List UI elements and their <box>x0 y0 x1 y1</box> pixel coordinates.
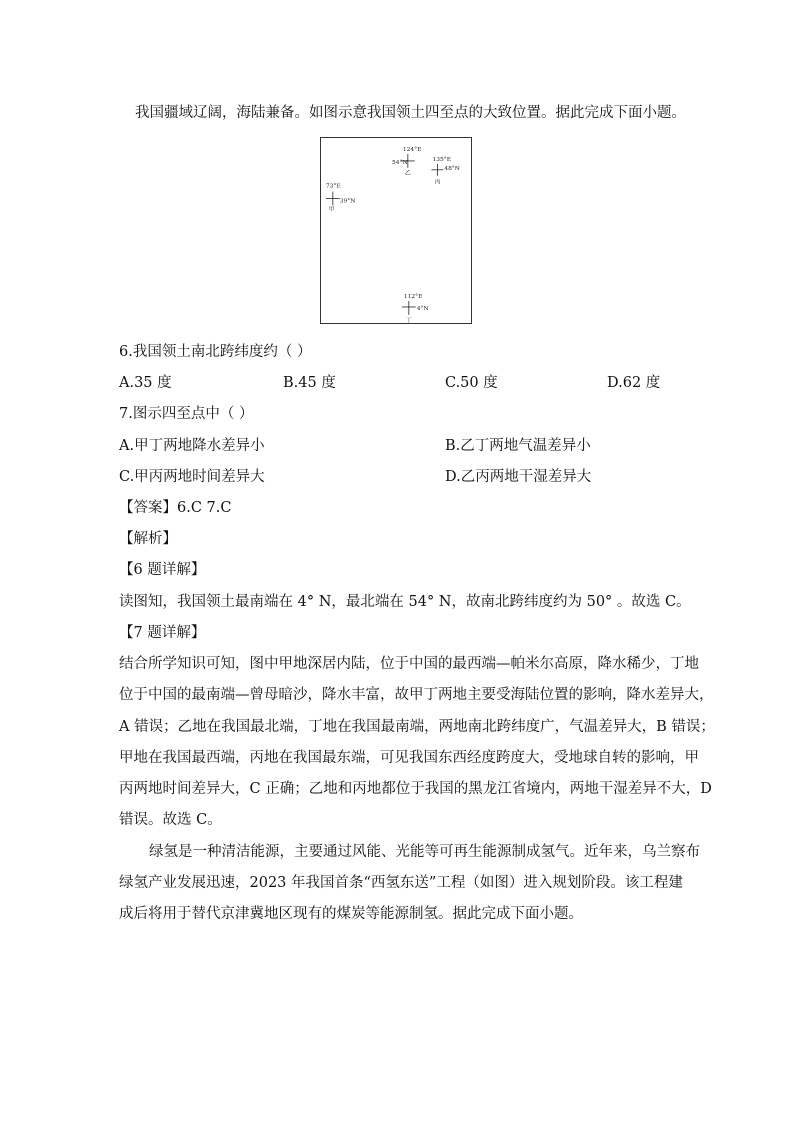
q7-detail-line: 结合所学知识可知，图中甲地深居内陆，位于中国的最西端—帕米尔高原，降水稀少，丁地 <box>119 656 699 672</box>
map-figure <box>321 138 471 323</box>
q7-detail-line: 错误。故选 C。 <box>119 812 222 828</box>
ding-lat: 4°N <box>416 305 429 312</box>
point-yi <box>392 147 421 177</box>
q6-option-d: D.62 度 <box>607 375 661 391</box>
point-bing <box>432 157 460 186</box>
q6-option-a: A.35 度 <box>119 375 172 391</box>
china-extreme-points-map <box>320 137 472 324</box>
answer-line: 【答案】6.C 7.C <box>119 500 232 516</box>
jia-name: 甲 <box>328 207 335 214</box>
bing-lon: 135°E <box>432 156 452 163</box>
bing-name: 丙 <box>434 179 441 186</box>
analysis-heading: 【解析】 <box>119 531 177 547</box>
q7-option-d: D.乙丙两地干湿差异大 <box>445 469 592 485</box>
question-6-stem: 6.我国领土南北跨纬度约（ ） <box>119 344 312 360</box>
yi-lon: 124°E <box>402 147 422 154</box>
q7-detail-line: 丙两地时间差异大，C 正确；乙地和丙地都位于我国的黑龙江省境内，两地干湿差异不大，D <box>119 781 712 797</box>
q7-option-c: C.甲丙两地时间差异大 <box>119 469 265 485</box>
ding-lon: 112°E <box>403 294 423 301</box>
point-jia <box>326 184 355 214</box>
yi-name: 乙 <box>404 170 411 177</box>
q6-detail-text: 读图知，我国领土最南端在 4° N，最北端在 54° N，故南北跨纬度约为 50° 。故选 C。 <box>119 594 691 610</box>
q7-option-b: B.乙丁两地气温差异小 <box>445 438 591 454</box>
jia-lat: 39°N <box>339 198 356 205</box>
intro-paragraph-1: 我国疆域辽阔，海陆兼备。如图示意我国领土四至点的大致位置。据此完成下面小题。 <box>135 105 686 121</box>
q7-detail-line: 位于中国的最南端—曾母暗沙，降水丰富，故甲丁两地主要受海陆位置的影响，降水差异大， <box>119 687 714 703</box>
yi-lat: 54°N <box>392 159 408 166</box>
point-ding <box>402 294 429 323</box>
intro-paragraph-2-line: 绿氢是一种清洁能源，主要通过风能、光能等可再生能源制成氢气。近年来，乌兰察布 <box>149 844 700 860</box>
q6-detail-heading: 【6 题详解】 <box>119 562 206 578</box>
q7-option-a: A.甲丁两地降水差异小 <box>119 438 265 454</box>
intro-paragraph-2-line: 绿氢产业发展迅速，2023 年我国首条“西氢东送”工程（如图）进入规划阶段。该工程建 <box>119 875 683 891</box>
question-7-stem: 7.图示四至点中（ ） <box>119 406 254 422</box>
intro-paragraph-2-line: 成后将用于替代京津冀地区现有的煤炭等能源制氢。据此完成下面小题。 <box>119 906 583 922</box>
bing-lat: 48°N <box>444 165 460 172</box>
q6-option-b: B.45 度 <box>283 375 336 391</box>
jia-lon: 73°E <box>325 183 341 190</box>
q7-detail-line: A 错误；乙地在我国最北端，丁地在我国最南端，两地南北跨纬度广，气温差异大，B 错误； <box>119 719 715 735</box>
q7-detail-line: 甲地在我国最西端，丙地在我国最东端，可见我国东西经度跨度大，受地球自转的影响，甲 <box>119 750 699 766</box>
q6-option-c: C.50 度 <box>445 375 498 391</box>
q7-detail-heading: 【7 题详解】 <box>119 625 206 641</box>
ding-name: 丁 <box>405 317 412 323</box>
